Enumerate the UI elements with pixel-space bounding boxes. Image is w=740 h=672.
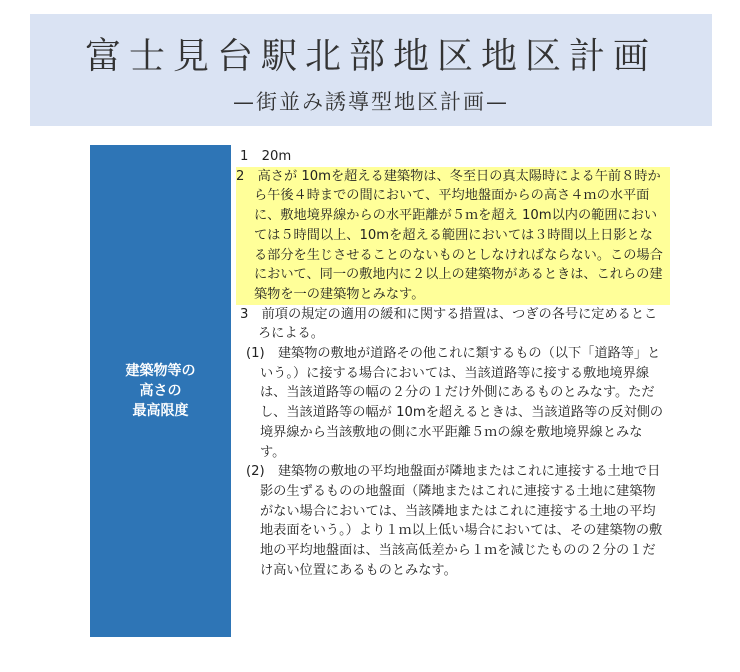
item-3: 3 前項の規定の適用の緩和に関する措置は、つぎの各号に定めるところによる。 — [240, 306, 658, 342]
header-banner — [30, 14, 712, 126]
category-label-line2: 高さの — [139, 383, 182, 399]
item-2-highlighted: 2 高さが 10mを超える建築物は、冬至日の真太陽時による午前８時から午後４時までの間において、平均地盤面からの高さ４ｍの水平面に、敷地境界線からの水平距離が５ｍを超え 10m以内の範囲においては５時間以上、10mを超える範囲においては３時間以上日影となる部分を生じさせることのないものとしなければならない。この場合において、同一の敷地内に２以上の建築物があるときは、これらの建築物を一の建築物とみなす。 — [236, 167, 670, 305]
regulation-text — [236, 147, 664, 580]
page-subtitle: —街並み誘導型地区計画— — [233, 90, 509, 114]
category-label-line1: 建築物等の — [125, 363, 196, 379]
category-label-line3: 最高限度 — [132, 403, 189, 419]
page-title: 富士見台駅北部地区地区計画 — [84, 36, 657, 77]
item-1: 1 20m — [240, 149, 292, 164]
category-label-box — [90, 145, 231, 637]
subitem-1: (1) 建築物の敷地が道路その他これに類するもの（以下「道路等」という。）に接する場合においては、当該道路等に接する敷地境界線は、当該道路等の幅の２分の１だけ外側にあるものとみなす。ただし、当該道路等の幅が 10mを超えるときは、当該道路等の反対側の境界線から当該敷地の側に水平距離５ｍの線を敷地境界線とみなす。 — [246, 346, 664, 460]
subitem-2: (2) 建築物の敷地の平均地盤面が隣地またはこれに連接する土地で日影の生ずるものの地盤面（隣地またはこれに連接する土地に建築物がない場合においては、当該隣地またはこれに連接する土地の平均地表面をいう。）より１ｍ以上低い場合においては、その建築物の敷地の平均地盤面は、当該高低差から１ｍを減じたものの２分の１だけ高い位置にあるものとみなす。 — [246, 464, 663, 578]
